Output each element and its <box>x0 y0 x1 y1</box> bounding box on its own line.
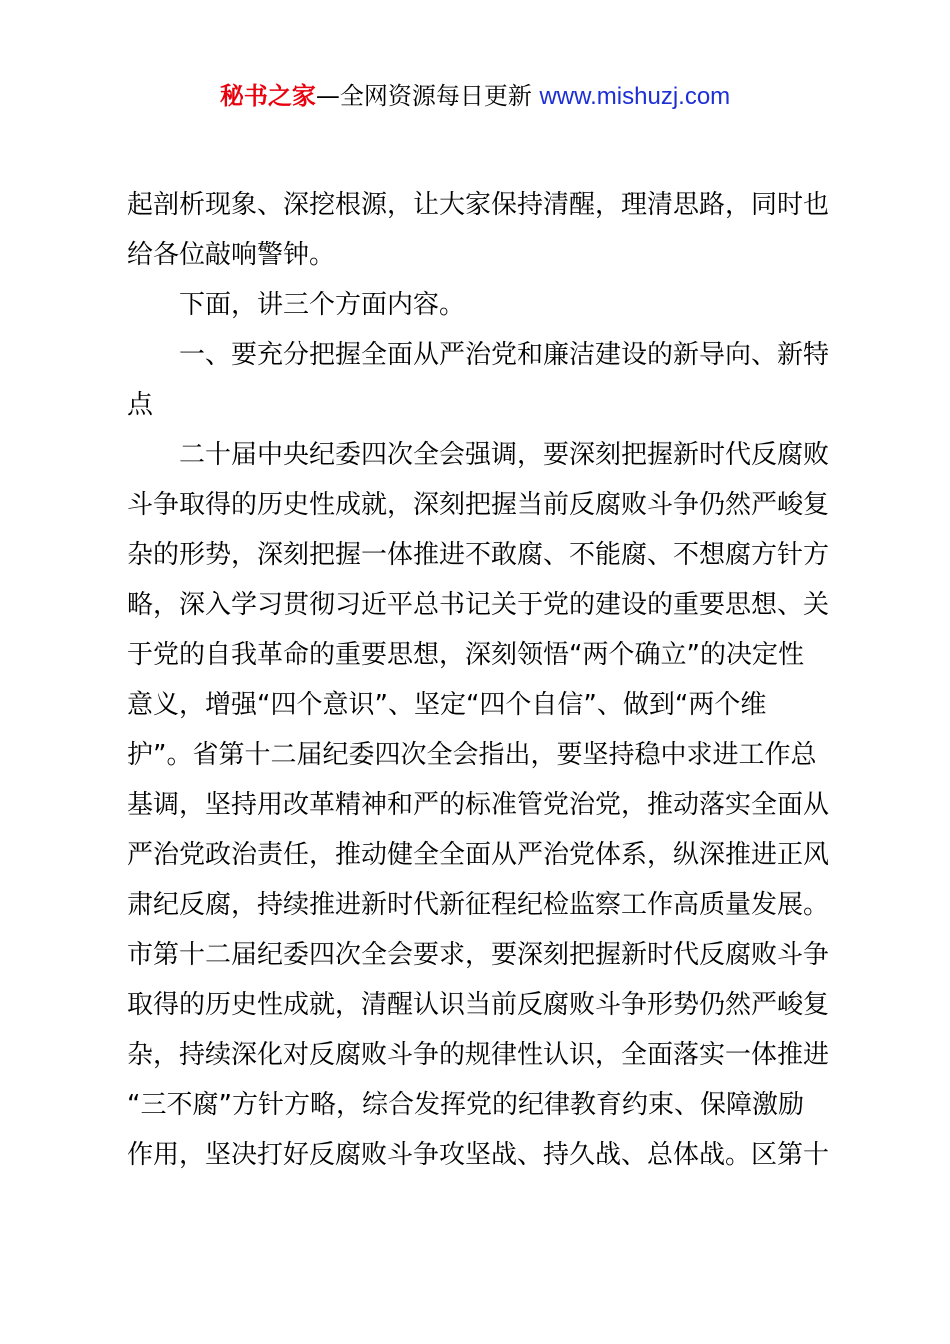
text-line: 基调，坚持用改革精神和严的标准管党治党，推动落实全面从 <box>127 790 830 820</box>
text-line: 护”。省第十二届纪委四次全会指出，要坚持稳中求进工作总 <box>127 740 817 770</box>
text-line: 一、要充分把握全面从严治党和廉洁建设的新导向、新特 <box>179 340 830 370</box>
text-line: 于党的自我革命的重要思想，深刻领悟“两个确立”的决定性 <box>127 640 804 670</box>
text-line: 肃纪反腐，持续推进新时代新征程纪检监察工作高质量发展。 <box>127 890 830 920</box>
site-url[interactable]: www.mishuzj.com <box>539 83 731 110</box>
brand-name: 秘书之家 <box>219 82 316 110</box>
text-line: 严治党政治责任，推动健全全面从严治党体系，纵深推进正风 <box>127 840 830 870</box>
text-line: 起剖析现象、深挖根源，让大家保持清醒，理清思路，同时也 <box>127 190 830 220</box>
text-line: 点 <box>127 390 154 420</box>
header-tagline: —全网资源每日更新 <box>315 82 532 110</box>
page-header <box>0 78 950 115</box>
document-body <box>127 180 833 1180</box>
text-line: 下面，讲三个方面内容。 <box>179 290 466 320</box>
text-line: 斗争取得的历史性成就，深刻把握当前反腐败斗争仍然严峻复 <box>127 490 830 520</box>
text-line: 意义，增强“四个意识”、坚定“四个自信”、做到“两个维 <box>127 690 767 720</box>
text-line: 给各位敲响警钟。 <box>127 240 336 270</box>
text-line: 取得的历史性成就，清醒认识当前反腐败斗争形势仍然严峻复 <box>127 990 830 1020</box>
text-line: 杂的形势，深刻把握一体推进不敢腐、不能腐、不想腐方针方 <box>127 540 830 570</box>
text-line: 略，深入学习贯彻习近平总书记关于党的建设的重要思想、关 <box>127 590 830 620</box>
text-line: 二十届中央纪委四次全会强调，要深刻把握新时代反腐败 <box>179 440 830 470</box>
text-line: 市第十二届纪委四次全会要求，要深刻把握新时代反腐败斗争 <box>127 940 830 970</box>
text-line: 作用，坚决打好反腐败斗争攻坚战、持久战、总体战。区第十 <box>127 1140 830 1170</box>
text-line: 杂，持续深化对反腐败斗争的规律性认识，全面落实一体推进 <box>127 1040 830 1070</box>
text-line: “三不腐”方针方略，综合发挥党的纪律教育约束、保障激励 <box>127 1090 804 1120</box>
